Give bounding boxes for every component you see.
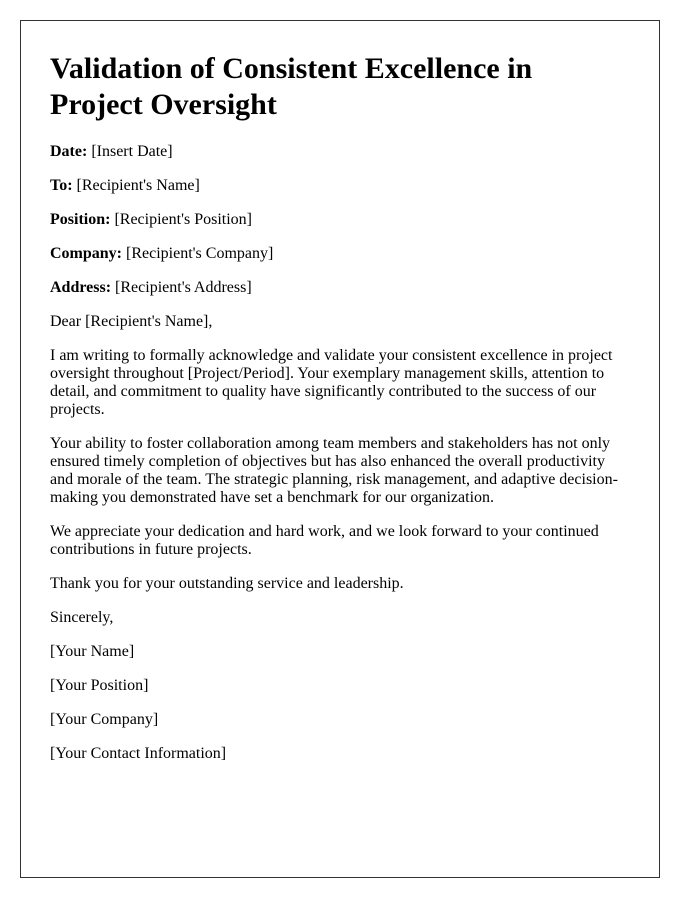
date-field <box>50 143 630 161</box>
signature-contact: [Your Contact Information] <box>50 745 227 762</box>
company-label: Company: <box>50 245 123 262</box>
company-value: [Recipient's Company] <box>126 245 274 262</box>
to-field <box>50 177 630 195</box>
signature-name: [Your Name] <box>50 643 135 660</box>
position-label: Position: <box>50 211 111 228</box>
salutation: Dear [Recipient's Name], <box>50 313 213 330</box>
date-label: Date: <box>50 143 88 160</box>
position-value: [Recipient's Position] <box>114 211 252 228</box>
body-paragraph: I am writing to formally acknowledge and validate your consistent excellence in project oversight throughout [Project/Period]. Your exemplary management skills, attention to detail, and commitment to quality have significantly contributed to the success of our projects. <box>50 347 613 418</box>
body-paragraph: We appreciate your dedication and hard work, and we look forward to your continued contributions in future projects. <box>50 523 599 558</box>
letter-page <box>20 20 660 878</box>
address-label: Address: <box>50 279 112 296</box>
body-paragraph: Thank you for your outstanding service and leadership. <box>50 575 404 592</box>
signature-position: [Your Position] <box>50 677 149 694</box>
address-value: [Recipient's Address] <box>115 279 252 296</box>
signature-company: [Your Company] <box>50 711 159 728</box>
address-field <box>50 279 630 297</box>
to-value: [Recipient's Name] <box>76 177 200 194</box>
body-paragraph: Your ability to foster collaboration among team members and stakeholders has not only ensured timely completion of objectives but has also enhanced the overall productivity and morale of the team. The strategic planning, risk management, and adaptive decision-making you demonstrated have set a benchmark for our organization. <box>50 435 618 506</box>
company-field <box>50 245 630 263</box>
position-field <box>50 211 630 229</box>
letter-title: Validation of Consistent Excellence in Project Oversight <box>50 52 533 121</box>
date-value: [Insert Date] <box>91 143 173 160</box>
to-label: To: <box>50 177 73 194</box>
closing: Sincerely, <box>50 609 114 626</box>
